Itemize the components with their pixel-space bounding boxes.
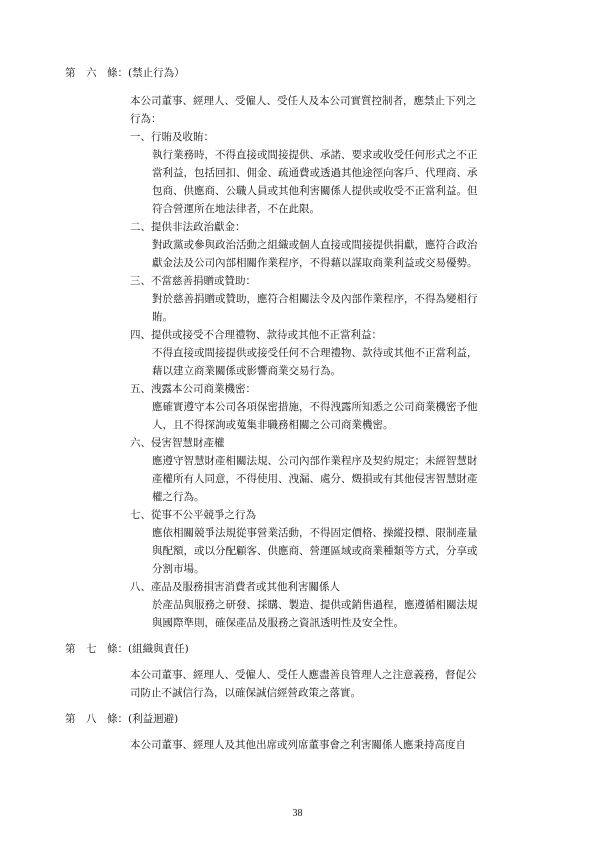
item-4-title: 四、提供或接受不合理禮物、款待或其他不正當利益： (130, 329, 382, 341)
article-7-intro-line-1: 本公司董事、經理人、受僱人、受任人應盡善良管理人之注意義務，督促公 (130, 669, 477, 681)
article-8-intro-line-1: 本公司董事、經理人及其他出席或列席董事會之利害關係人應秉持高度自 (130, 739, 466, 751)
item-7-line: 應依相關競爭法規從事營業活動，不得固定價格、操縱投標、限制產量 (152, 527, 478, 539)
item-8-line: 於產品與服務之研發、採購、製造、提供或銷售過程，應遵循相關法規 (152, 599, 478, 611)
item-6-line: 產權所有人同意，不得使用、洩漏、處分、燬損或有其他侵害智慧財產 (152, 473, 478, 485)
item-1-line: 當利益，包括回扣、佣金、疏通費或透過其他途徑向客戶、代理商、承 (152, 167, 478, 179)
item-2-line: 對政黨或參與政治活動之組織或個人直接或間接提供捐獻，應符合政治 (152, 239, 478, 251)
item-2-title: 二、提供非法政治獻金： (130, 221, 246, 233)
item-3-line: 賄。 (152, 311, 173, 323)
item-6-title: 六、侵害智慧財產權 (130, 437, 225, 449)
item-8-line: 與國際準則，確保產品及服務之資訊透明性及安全性。 (152, 617, 404, 629)
item-6-line: 應遵守智慧財產相關法規、公司內部作業程序及契約規定；未經智慧財 (152, 455, 478, 467)
item-4-line: 藉以建立商業關係或影響商業交易行為。 (152, 365, 341, 377)
article-7-heading: 第 七 條：(組織與責任) (65, 643, 189, 655)
item-4-line: 不得直接或間接提供或接受任何不合理禮物、款待或其他不正當利益， (152, 347, 478, 359)
item-1-line: 包商、供應商、公職人員或其他利害關係人提供或收受不正當利益。但 (152, 185, 478, 197)
item-5-line: 人，且不得探詢或蒐集非職務相關之公司商業機密。 (152, 419, 394, 431)
item-5-title: 五、洩露本公司商業機密： (130, 383, 256, 395)
article-6-intro-line-2: 行為： (130, 113, 162, 125)
item-7-title: 七、從事不公平競爭之行為 (130, 509, 256, 521)
article-8-heading: 第 八 條：(利益迴避) (65, 713, 179, 725)
item-5-line: 應確實遵守本公司各項保密措施，不得洩露所知悉之公司商業機密予他 (152, 401, 478, 413)
article-6-heading: 第 六 條：(禁止行為） (65, 67, 185, 79)
item-1-line: 執行業務時，不得直接或間接提供、承諾、要求或收受任何形式之不正 (152, 149, 478, 161)
item-1-title: 一、行賄及收賄： (130, 131, 214, 143)
item-6-line: 權之行為。 (152, 491, 205, 503)
article-6-intro-line-1: 本公司董事、經理人、受僱人、受任人及本公司實質控制者，應禁止下列之 (130, 95, 477, 107)
item-3-line: 對於慈善捐贈或贊助，應符合相關法令及內部作業程序，不得為變相行 (152, 293, 478, 305)
item-8-title: 八、產品及服務損害消費者或其他利害關係人 (130, 581, 340, 593)
item-7-line: 與配額，或以分配顧客、供應商、營運區域或商業種類等方式，分享或 (152, 545, 478, 557)
article-7-intro-line-2: 司防止不誠信行為，以確保誠信經營政策之落實。 (130, 687, 361, 699)
item-1-line: 符合營運所在地法律者，不在此限。 (152, 203, 320, 215)
item-2-line: 獻金法及公司內部相關作業程序，不得藉以謀取商業利益或交易優勢。 (152, 257, 478, 269)
page-number: 38 (292, 808, 303, 819)
item-3-title: 三、不當慈善捐贈或贊助： (130, 275, 256, 287)
item-7-line: 分割市場。 (152, 563, 205, 575)
